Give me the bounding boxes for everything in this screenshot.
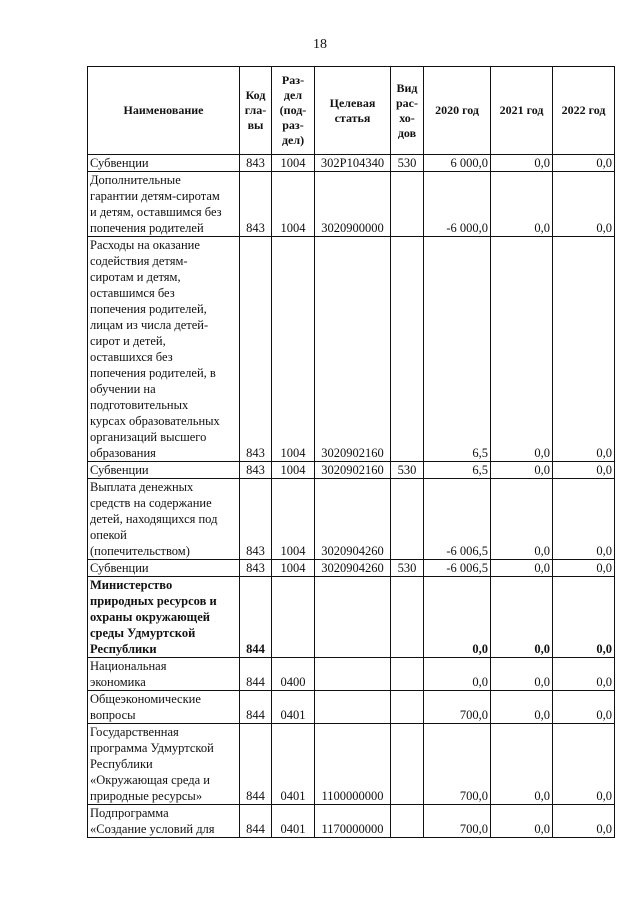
table-row [88, 237, 615, 462]
cell-name-line: природных ресурсов и [90, 594, 217, 608]
cell-y2020: 6,5 [424, 237, 491, 462]
cell-target [315, 658, 391, 691]
table-header-row [88, 67, 615, 155]
cell-y2021: 0,0 [491, 155, 553, 172]
cell-name-line: Общеэкономические [90, 692, 201, 706]
cell-y2022: 0,0 [553, 658, 615, 691]
cell-name [88, 691, 240, 724]
cell-y2022: 0,0 [553, 805, 615, 838]
header-year-2022: 2022 год [553, 67, 615, 155]
table-row [88, 560, 615, 577]
cell-target: 1170000000 [315, 805, 391, 838]
cell-section: 1004 [272, 237, 315, 462]
table-row [88, 155, 615, 172]
budget-table [87, 66, 615, 838]
cell-name [88, 724, 240, 805]
cell-name-line: Субвенции [90, 561, 149, 575]
header-name: Наименование [88, 67, 240, 155]
cell-y2021: 0,0 [491, 560, 553, 577]
table-row [88, 691, 615, 724]
cell-name-line: оставшимся без [90, 286, 175, 300]
cell-y2020: -6 006,5 [424, 560, 491, 577]
cell-y2021: 0,0 [491, 462, 553, 479]
table-row [88, 805, 615, 838]
cell-name-line: образования [90, 446, 156, 460]
cell-expense [391, 479, 424, 560]
cell-expense [391, 577, 424, 658]
cell-section: 1004 [272, 155, 315, 172]
header-expense-type: Вид рас- хо- дов [391, 67, 424, 155]
table-row [88, 462, 615, 479]
cell-name-line: средств на содержание [90, 496, 212, 510]
cell-name-line: детей, находящихся под [90, 512, 218, 526]
cell-target [315, 577, 391, 658]
page-number: 18 [313, 37, 327, 52]
cell-name [88, 155, 240, 172]
cell-name-line: Дополнительные [90, 173, 181, 187]
cell-chapter: 844 [240, 577, 272, 658]
cell-expense: 530 [391, 462, 424, 479]
cell-section: 1004 [272, 462, 315, 479]
cell-name-line: Расходы на оказание [90, 238, 200, 252]
cell-name [88, 462, 240, 479]
cell-chapter: 844 [240, 691, 272, 724]
cell-name-line: Государственная [90, 725, 179, 739]
cell-section: 0401 [272, 805, 315, 838]
cell-y2022: 0,0 [553, 577, 615, 658]
cell-name-line: среды Удмуртской [90, 626, 196, 640]
cell-expense [391, 724, 424, 805]
cell-y2021: 0,0 [491, 237, 553, 462]
cell-name-line: курсах образовательных [90, 414, 220, 428]
cell-section: 1004 [272, 560, 315, 577]
cell-name-line: оставшихся без [90, 350, 173, 364]
cell-chapter: 844 [240, 658, 272, 691]
cell-name [88, 805, 240, 838]
cell-expense [391, 658, 424, 691]
cell-chapter: 844 [240, 805, 272, 838]
cell-y2020: 700,0 [424, 691, 491, 724]
cell-name-line: Республики [90, 757, 153, 771]
cell-y2022: 0,0 [553, 462, 615, 479]
cell-target [315, 691, 391, 724]
cell-y2021: 0,0 [491, 691, 553, 724]
cell-chapter: 843 [240, 462, 272, 479]
cell-y2022: 0,0 [553, 172, 615, 237]
cell-y2021: 0,0 [491, 172, 553, 237]
cell-name-line: содействия детям- [90, 254, 188, 268]
cell-section: 0401 [272, 724, 315, 805]
cell-chapter: 843 [240, 155, 272, 172]
cell-name-line: гарантии детям-сиротам [90, 189, 220, 203]
table-row [88, 172, 615, 237]
cell-name-line: программа Удмуртской [90, 741, 214, 755]
cell-expense [391, 805, 424, 838]
cell-name-line: Выплата денежных [90, 480, 194, 494]
cell-y2021: 0,0 [491, 724, 553, 805]
cell-y2022: 0,0 [553, 691, 615, 724]
cell-name [88, 172, 240, 237]
cell-name-line: природные ресурсы» [90, 789, 203, 803]
cell-y2020: 0,0 [424, 658, 491, 691]
cell-name-line: экономика [90, 675, 146, 689]
cell-name-line: Республики [90, 642, 157, 656]
cell-expense [391, 691, 424, 724]
cell-name-line: сирот и детей, [90, 334, 166, 348]
cell-name-line: обучении на [90, 382, 156, 396]
cell-y2020: 6,5 [424, 462, 491, 479]
cell-name-line: Министерство [90, 578, 173, 592]
cell-y2021: 0,0 [491, 577, 553, 658]
cell-name-line: Национальная [90, 659, 167, 673]
cell-target: 3020900000 [315, 172, 391, 237]
cell-chapter: 843 [240, 237, 272, 462]
cell-name-line: лицам из числа детей- [90, 318, 209, 332]
table-row [88, 479, 615, 560]
cell-target: 3020902160 [315, 237, 391, 462]
cell-section: 0401 [272, 691, 315, 724]
cell-name-line: «Окружающая среда и [90, 773, 210, 787]
cell-y2020: 0,0 [424, 577, 491, 658]
cell-y2020: 6 000,0 [424, 155, 491, 172]
cell-name [88, 479, 240, 560]
header-section: Раз- дел (под- раз- дел) [272, 67, 315, 155]
cell-chapter: 844 [240, 724, 272, 805]
cell-target: 1100000000 [315, 724, 391, 805]
cell-name-line: и детям, оставшимся без [90, 205, 222, 219]
header-year-2021: 2021 год [491, 67, 553, 155]
cell-y2020: -6 006,5 [424, 479, 491, 560]
cell-chapter: 843 [240, 479, 272, 560]
cell-name [88, 237, 240, 462]
cell-chapter: 843 [240, 560, 272, 577]
table-row [88, 658, 615, 691]
cell-chapter: 843 [240, 172, 272, 237]
cell-name [88, 658, 240, 691]
cell-expense: 530 [391, 560, 424, 577]
header-chapter-code: Код гла- вы [240, 67, 272, 155]
cell-y2022: 0,0 [553, 724, 615, 805]
cell-name-line: Подпрограмма [90, 806, 169, 820]
cell-section: 0400 [272, 658, 315, 691]
cell-y2020: -6 000,0 [424, 172, 491, 237]
cell-expense: 530 [391, 155, 424, 172]
cell-expense [391, 172, 424, 237]
cell-expense [391, 237, 424, 462]
cell-section: 1004 [272, 172, 315, 237]
cell-name-line: Субвенции [90, 463, 149, 477]
cell-section: 1004 [272, 479, 315, 560]
cell-name-line: попечения родителей [90, 221, 204, 235]
cell-y2022: 0,0 [553, 155, 615, 172]
cell-y2020: 700,0 [424, 724, 491, 805]
header-year-2020: 2020 год [424, 67, 491, 155]
cell-name-line: Субвенции [90, 156, 149, 170]
cell-name-line: опекой [90, 528, 127, 542]
cell-name [88, 560, 240, 577]
cell-name [88, 577, 240, 658]
cell-target: 302Р104340 [315, 155, 391, 172]
cell-name-line: охраны окружающей [90, 610, 210, 624]
table-row [88, 577, 615, 658]
cell-target: 3020902160 [315, 462, 391, 479]
table-row [88, 724, 615, 805]
table-body [88, 155, 615, 838]
cell-y2021: 0,0 [491, 805, 553, 838]
cell-y2022: 0,0 [553, 560, 615, 577]
cell-name-line: организаций высшего [90, 430, 207, 444]
cell-name-line: попечения родителей, в [90, 366, 216, 380]
cell-target: 3020904260 [315, 560, 391, 577]
cell-name-line: попечения родителей, [90, 302, 207, 316]
cell-target: 3020904260 [315, 479, 391, 560]
cell-name-line: «Создание условий для [90, 822, 215, 836]
cell-name-line: сиротам и детям, [90, 270, 181, 284]
cell-name-line: вопросы [90, 708, 136, 722]
cell-y2022: 0,0 [553, 479, 615, 560]
cell-y2021: 0,0 [491, 479, 553, 560]
cell-section [272, 577, 315, 658]
cell-y2021: 0,0 [491, 658, 553, 691]
cell-name-line: подготовительных [90, 398, 189, 412]
cell-name-line: (попечительством) [90, 544, 190, 558]
cell-y2020: 700,0 [424, 805, 491, 838]
header-target-item: Целевая статья [315, 67, 391, 155]
cell-y2022: 0,0 [553, 237, 615, 462]
